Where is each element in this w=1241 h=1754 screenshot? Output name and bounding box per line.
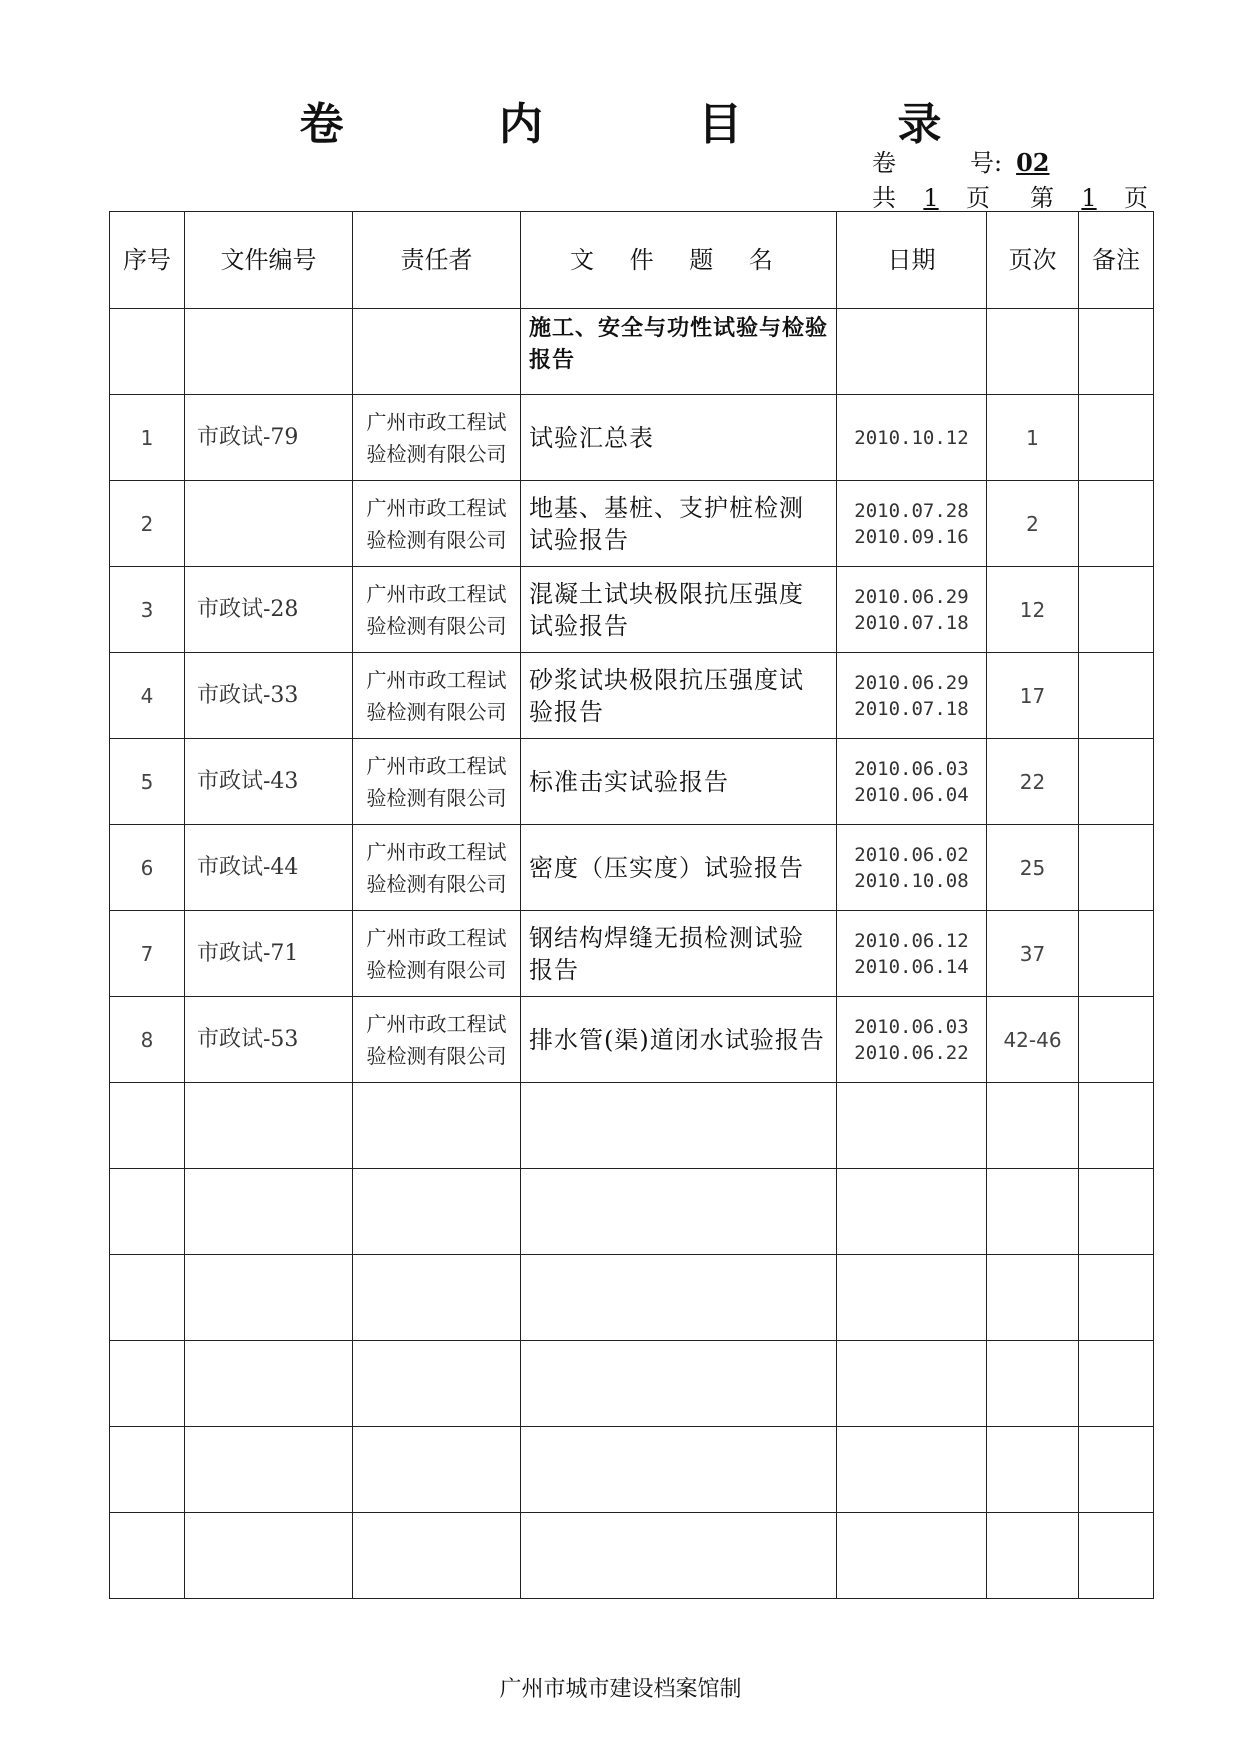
table-row (110, 481, 1154, 567)
empty-cell (521, 1083, 837, 1169)
row-remark (1079, 997, 1154, 1083)
empty-cell (987, 1169, 1079, 1255)
empty-cell (353, 1255, 521, 1341)
row-remark (1079, 825, 1154, 911)
header-file-number: 文件编号 (185, 212, 353, 309)
row-index: 7 (110, 911, 185, 997)
header-remark: 备注 (1079, 212, 1154, 309)
empty-row (110, 1169, 1154, 1255)
page-count-line (872, 178, 1148, 213)
section-row (110, 309, 1154, 395)
row-file-title: 试验汇总表 (521, 395, 837, 481)
row-date-start: 2010.06.02 (854, 843, 969, 866)
row-file-number: 市政试-44 (185, 825, 353, 911)
catalog-table (109, 211, 1154, 1599)
row-date-end: 2010.06.04 (854, 783, 969, 806)
row-page: 37 (987, 911, 1079, 997)
header-page: 页次 (987, 212, 1079, 309)
row-date (837, 567, 987, 653)
empty-cell (353, 1169, 521, 1255)
empty-cell (110, 1427, 185, 1513)
row-date (837, 997, 987, 1083)
row-remark (1079, 911, 1154, 997)
page-title: 卷 内 目 录 (299, 99, 1012, 150)
empty-row (110, 1513, 1154, 1599)
row-page: 2 (987, 481, 1079, 567)
empty-cell (987, 1513, 1079, 1599)
empty-cell (185, 1513, 353, 1599)
table-row (110, 825, 1154, 911)
empty-cell (110, 1169, 185, 1255)
row-file-title: 地基、基桩、支护桩检测试验报告 (521, 481, 837, 567)
empty-cell (837, 1427, 987, 1513)
row-responsible: 广州市政工程试验检测有限公司 (353, 911, 521, 997)
empty-cell (1079, 1513, 1154, 1599)
empty-cell (521, 1427, 837, 1513)
empty-cell (521, 1341, 837, 1427)
row-date (837, 825, 987, 911)
empty-cell (353, 1083, 521, 1169)
empty-cell (987, 1255, 1079, 1341)
row-index: 6 (110, 825, 185, 911)
volume-label-suffix: 号: (970, 149, 1003, 177)
section-title: 施工、安全与功性试验与检验报告 (521, 309, 837, 395)
header-date: 日期 (837, 212, 987, 309)
row-responsible: 广州市政工程试验检测有限公司 (353, 739, 521, 825)
row-index: 2 (110, 481, 185, 567)
row-file-title: 混凝土试块极限抗压强度试验报告 (521, 567, 837, 653)
row-file-title: 砂浆试块极限抗压强度试验报告 (521, 653, 837, 739)
table-body (110, 309, 1154, 1599)
empty-cell (110, 1341, 185, 1427)
volume-number-line (872, 143, 1050, 178)
row-page: 17 (987, 653, 1079, 739)
row-file-number: 市政试-79 (185, 395, 353, 481)
header-index: 序号 (110, 212, 185, 309)
empty-row (110, 1255, 1154, 1341)
row-responsible: 广州市政工程试验检测有限公司 (353, 567, 521, 653)
row-index: 4 (110, 653, 185, 739)
row-file-number: 市政试-43 (185, 739, 353, 825)
row-index: 5 (110, 739, 185, 825)
row-page: 1 (987, 395, 1079, 481)
cell-index (110, 309, 185, 395)
empty-row (110, 1083, 1154, 1169)
row-date-end: 2010.06.22 (854, 1041, 969, 1064)
empty-cell (1079, 1083, 1154, 1169)
row-date-end: 2010.10.08 (854, 869, 969, 892)
row-index: 3 (110, 567, 185, 653)
empty-cell (987, 1083, 1079, 1169)
row-file-number: 市政试-53 (185, 997, 353, 1083)
empty-cell (837, 1341, 987, 1427)
empty-cell (185, 1255, 353, 1341)
empty-cell (987, 1427, 1079, 1513)
row-date-end: 2010.07.18 (854, 611, 969, 634)
row-date (837, 911, 987, 997)
row-page: 25 (987, 825, 1079, 911)
table-row (110, 395, 1154, 481)
cell-responsible (353, 309, 521, 395)
empty-cell (1079, 1427, 1154, 1513)
row-file-number (185, 481, 353, 567)
row-remark (1079, 395, 1154, 481)
current-label: 第 (1030, 184, 1054, 212)
cell-remark (1079, 309, 1154, 395)
table-row (110, 653, 1154, 739)
volume-number: 02 (1016, 148, 1050, 177)
row-date (837, 395, 987, 481)
empty-cell (987, 1341, 1079, 1427)
empty-row (110, 1341, 1154, 1427)
empty-cell (185, 1427, 353, 1513)
empty-cell (1079, 1255, 1154, 1341)
total-pages: 1 (923, 184, 939, 212)
empty-cell (837, 1083, 987, 1169)
empty-cell (1079, 1169, 1154, 1255)
row-responsible: 广州市政工程试验检测有限公司 (353, 481, 521, 567)
row-page: 22 (987, 739, 1079, 825)
row-remark (1079, 567, 1154, 653)
empty-cell (521, 1169, 837, 1255)
header-responsible: 责任者 (353, 212, 521, 309)
table-row (110, 567, 1154, 653)
page-unit: 页 (966, 184, 990, 212)
row-page: 12 (987, 567, 1079, 653)
row-date-start: 2010.06.29 (854, 585, 969, 608)
row-responsible: 广州市政工程试验检测有限公司 (353, 997, 521, 1083)
row-file-title: 排水管(渠)道闭水试验报告 (521, 997, 837, 1083)
row-date-start: 2010.06.03 (854, 1015, 969, 1038)
table-row (110, 911, 1154, 997)
page-unit-2: 页 (1124, 184, 1148, 212)
row-index: 8 (110, 997, 185, 1083)
row-remark (1079, 739, 1154, 825)
empty-cell (110, 1513, 185, 1599)
row-file-number: 市政试-33 (185, 653, 353, 739)
row-date (837, 653, 987, 739)
row-date-start: 2010.06.29 (854, 671, 969, 694)
table-row (110, 997, 1154, 1083)
empty-cell (185, 1341, 353, 1427)
cell-page (987, 309, 1079, 395)
row-date-start: 2010.06.12 (854, 929, 969, 952)
row-date-end: 2010.07.18 (854, 697, 969, 720)
cell-date (837, 309, 987, 395)
row-file-number: 市政试-71 (185, 911, 353, 997)
row-index: 1 (110, 395, 185, 481)
total-label: 共 (872, 184, 896, 212)
row-file-title: 钢结构焊缝无损检测试验报告 (521, 911, 837, 997)
empty-cell (185, 1169, 353, 1255)
empty-cell (110, 1255, 185, 1341)
row-date-start: 2010.06.03 (854, 757, 969, 780)
row-date-start: 2010.10.12 (854, 426, 969, 449)
empty-cell (110, 1083, 185, 1169)
table-row (110, 739, 1154, 825)
row-responsible: 广州市政工程试验检测有限公司 (353, 653, 521, 739)
empty-row (110, 1427, 1154, 1513)
row-date-end: 2010.09.16 (854, 525, 969, 548)
empty-cell (521, 1513, 837, 1599)
volume-label: 卷 (872, 149, 896, 177)
row-file-number: 市政试-28 (185, 567, 353, 653)
row-date-end: 2010.06.14 (854, 955, 969, 978)
row-remark (1079, 481, 1154, 567)
empty-cell (185, 1083, 353, 1169)
current-page: 1 (1081, 184, 1097, 212)
header-file-title: 文 件 题 名 (521, 212, 837, 309)
empty-cell (837, 1513, 987, 1599)
row-remark (1079, 653, 1154, 739)
table-header-row (110, 212, 1154, 309)
row-date-start: 2010.07.28 (854, 499, 969, 522)
row-file-title: 标准击实试验报告 (521, 739, 837, 825)
row-responsible: 广州市政工程试验检测有限公司 (353, 825, 521, 911)
empty-cell (353, 1427, 521, 1513)
row-date (837, 739, 987, 825)
empty-cell (353, 1341, 521, 1427)
row-date (837, 481, 987, 567)
empty-cell (837, 1169, 987, 1255)
cell-file-number (185, 309, 353, 395)
row-responsible: 广州市政工程试验检测有限公司 (353, 395, 521, 481)
empty-cell (521, 1255, 837, 1341)
empty-cell (837, 1255, 987, 1341)
row-page: 42-46 (987, 997, 1079, 1083)
row-file-title: 密度（压实度）试验报告 (521, 825, 837, 911)
empty-cell (1079, 1341, 1154, 1427)
footer-publisher: 广州市城市建设档案馆制 (499, 1677, 742, 1702)
empty-cell (353, 1513, 521, 1599)
